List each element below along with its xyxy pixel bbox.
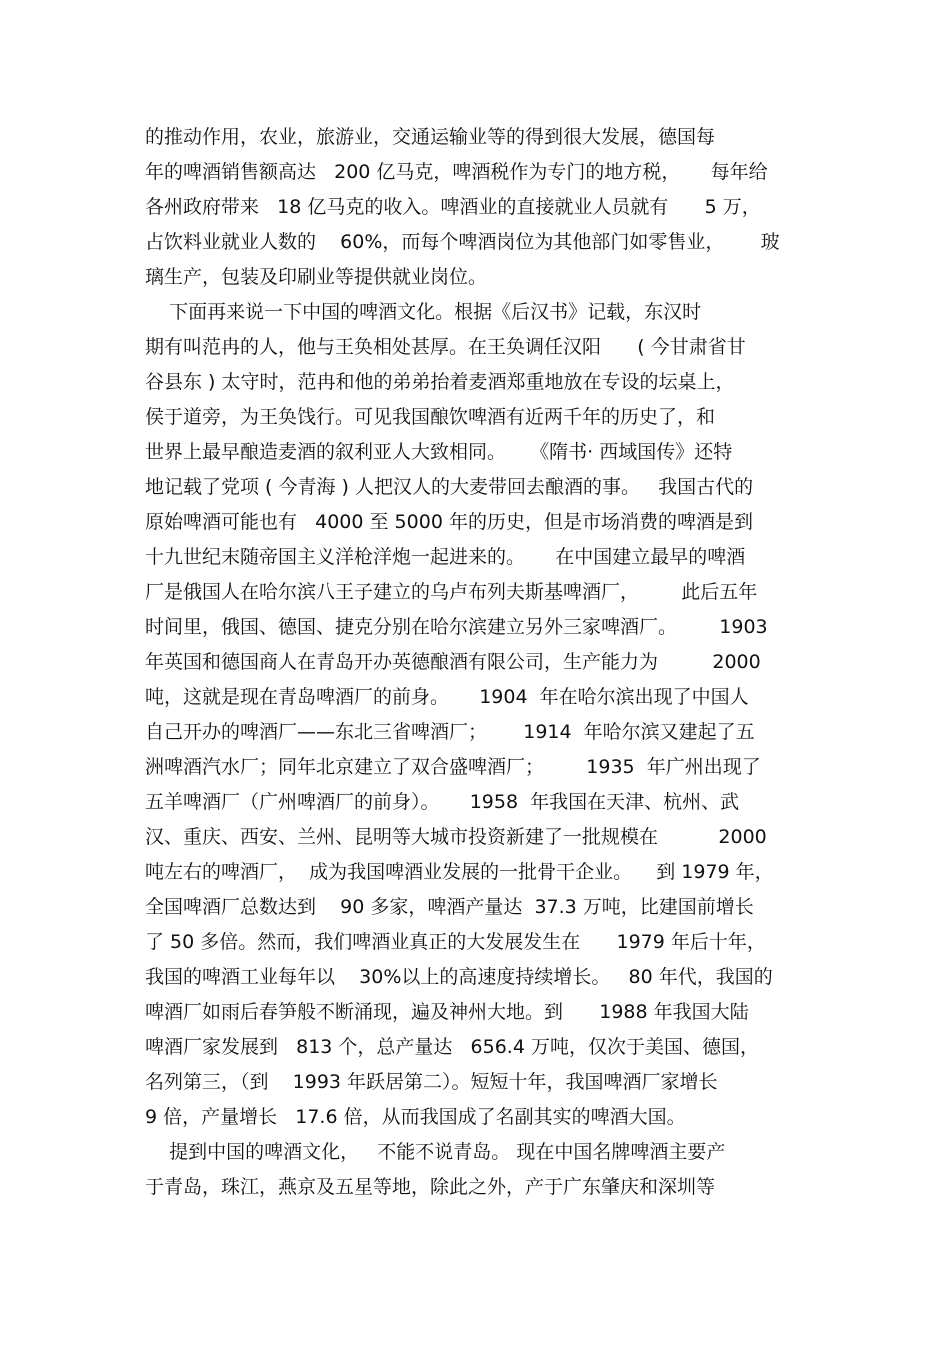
text-line: 我国的啤酒工业每年以 30%以上的高速度持续增长。 80 年代，我国的: [145, 966, 773, 988]
text-line: 十九世纪末随帝国主义洋枪洋炮一起进来的。 在中国建立最早的啤酒: [145, 546, 746, 568]
text-line: 期有叫范冉的人，他与王奂相处甚厚。在王奂调任汉阳 ( 今甘肃省甘: [145, 336, 746, 358]
text-line: 地记载了党项 ( 今青海 ) 人把汉人的大麦带回去酿酒的事。 我国古代的: [145, 476, 754, 498]
text-line: 谷县东 ) 太守时，范冉和他的弟弟抬着麦酒郑重地放在专设的坛桌上，: [145, 371, 735, 393]
text-line: 9 倍，产量增长 17.6 倍，从而我国成了名副其实的啤酒大国。: [145, 1106, 686, 1128]
text-line: 汉、重庆、西安、兰州、昆明等大城市投资新建了一批规模在 2000: [145, 826, 767, 848]
text-line: 的推动作用，农业，旅游业，交通运输业等的得到很大发展，德国每: [145, 126, 716, 148]
text-line: 侯于道旁，为王奂饯行。可见我国酿饮啤酒有近两千年的历史了，和: [145, 406, 716, 428]
text-line: 下面再来说一下中国的啤酒文化。根据《后汉书》记载，东汉时: [145, 301, 702, 323]
text-line: 洲啤酒汽水厂；同年北京建立了双合盛啤酒厂； 1935 年广州出现了: [145, 756, 761, 778]
text-line: 厂是俄国人在哈尔滨八王子建立的乌卢布列夫斯基啤酒厂， 此后五年: [145, 581, 758, 603]
text-line: 自己开办的啤酒厂——东北三省啤酒厂； 1914 年哈尔滨又建起了五: [145, 721, 755, 743]
text-line: 璃生产，包装及印刷业等提供就业岗位。: [145, 266, 488, 288]
text-line: 啤酒厂家发展到 813 个，总产量达 656.4 万吨，仅次于美国、德国，: [145, 1036, 759, 1058]
text-line: 占饮料业就业人数的 60%，而每个啤酒岗位为其他部门如零售业， 玻: [145, 231, 780, 253]
text-line: 名列第三，（到 1993 年跃居第二）。短短十年，我国啤酒厂家增长: [145, 1071, 718, 1093]
text-line: 吨左右的啤酒厂， 成为我国啤酒业发展的一批骨干企业。 到 1979 年，: [145, 861, 774, 883]
text-line: 各州政府带来 18 亿马克的收入。啤酒业的直接就业人员就有 5 万，: [145, 196, 761, 218]
text-line: 原始啤酒可能也有 4000 至 5000 年的历史，但是市场消费的啤酒是到: [145, 511, 753, 533]
text-line: 年英国和德国商人在青岛开办英德酿酒有限公司，生产能力为 2000: [145, 651, 761, 673]
text-line: 全国啤酒厂总数达到 90 多家，啤酒产量达 37.3 万吨，比建国前增长: [145, 896, 754, 918]
text-line: 年的啤酒销售额高达 200 亿马克，啤酒税作为专门的地方税， 每年给: [145, 161, 768, 183]
text-line: 世界上最早酿造麦酒的叙利亚人大致相同。 《隋书· 西域国传》还特: [145, 441, 733, 463]
text-line: 于青岛，珠江，燕京及五星等地，除此之外，产于广东肇庆和深圳等: [145, 1176, 716, 1198]
text-line: 吨，这就是现在青岛啤酒厂的前身。 1904 年在哈尔滨出现了中国人: [145, 686, 749, 708]
text-line: 时间里，俄国、德国、捷克分别在哈尔滨建立另外三家啤酒厂。 1903: [145, 616, 768, 638]
text-line: 五羊啤酒厂（广州啤酒厂的前身）。 1958 年我国在天津、杭州、武: [145, 791, 740, 813]
text-line: 了 50 多倍。然而，我们啤酒业真正的大发展发生在 1979 年后十年，: [145, 931, 766, 953]
text-line: 提到中国的啤酒文化， 不能不说青岛。 现在中国名牌啤酒主要产: [145, 1141, 726, 1163]
text-line: 啤酒厂如雨后春笋般不断涌现，遍及神州大地。到 1988 年我国大陆: [145, 1001, 749, 1023]
